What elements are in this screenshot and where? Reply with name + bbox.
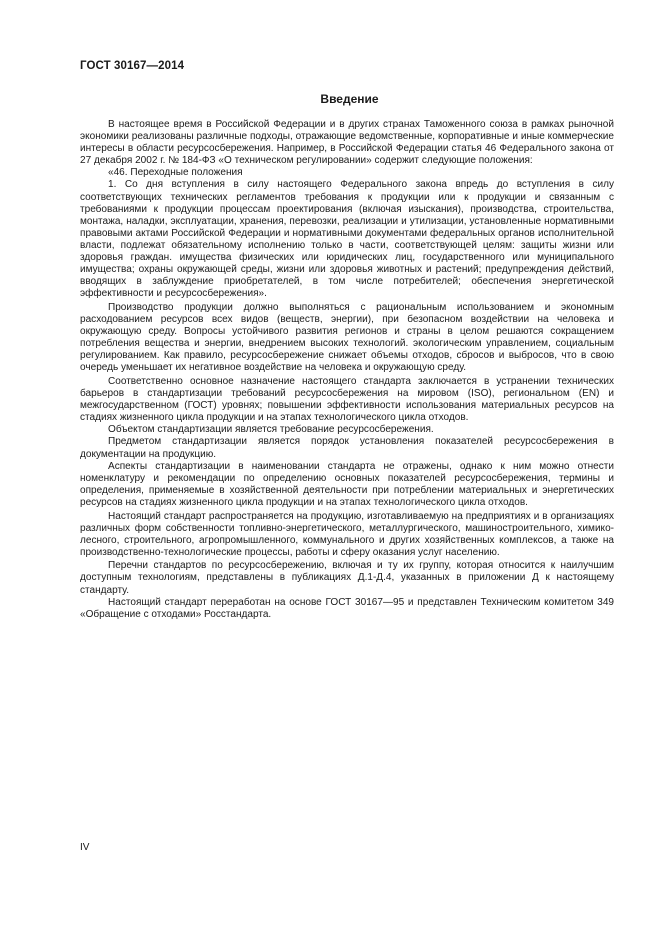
paragraph-purpose: Соответственно основное назначение настоящего стандарта заключается в устранении технических барьеров в стандартизации требований ресурсосбережения на мировом (ISO), региональном (EN) и межгосударственном (ГОСТ) уровнях; повышении эффективности использования материальных ресурсов на стадиях жизненного цикла продукции и на этапах технологического цикла отходов. [80, 375, 614, 424]
paragraph-object: Объектом стандартизации является требование ресурсосбережения. [108, 424, 434, 436]
paragraph-revision: Настоящий стандарт переработан на основе ГОСТ 30167—95 и представлен Техническим комитетом 349 «Обращение с отходами» Росстандарта. [80, 596, 614, 620]
document-body [80, 119, 614, 621]
paragraph-aspects: Аспекты стандартизации в наименовании стандарта не отражены, однако к ним можно отнести номенклатуру и рекомендации по определению основных показателей ресурсосбережения, термины и определения, применяемые в хозяйственной деятельности при потреблении материальных и энергетических ресурсов на стадиях жизненного цикла продукции и на этапах технологического цикла отходов. [80, 460, 614, 508]
paragraph-subject: Предметом стандартизации является порядок установления показателей ресурсосбережения в документации на продукцию. [80, 436, 614, 460]
paragraph-scope: Настоящий стандарт распространяется на продукцию, изготавливаемую на предприятиях и в организациях различных форм собственности топливно-энергетического, металлургического, машиностроительного, химико-лесного, строительного, агропромышленного, коммунального и других хозяйственных комплексов, а также на производственно-технологические процессы, работы и сферу оказания услуг населению. [80, 510, 614, 558]
paragraph-quote-body: 1. Со дня вступления в силу настоящего Федерального закона впредь до вступления в силу соответствующих технических регламентов требования к продукции или к продукции и связанным с требованиями к продукции процессам проектирования (включая изыскания), производства, строительства, монтажа, наладки, эксплуатации, хранения, перевозки, реализации и утилизации, установленные нормативными правовыми актами Российской Федерации и нормативными документами федеральных органов исполнительной власти, подлежат обязательному исполнению только в части, соответствующей целям: защиты жизни или здоровья граждан. имущества физических или юридических лиц, государственного или муниципального имущества; охраны окружающей среды, жизни или здоровья животных и растений; предупреждения действий, вводящих в заблуждение приобретателей, в том числе потребителей; обеспечения энергетической эффективности и ресурсосбережения». [80, 179, 614, 300]
paragraph-lists: Перечни стандартов по ресурсосбережению, включая и ту их группу, которая относится к наилучшим доступным технологиям, представлены в публикациях Д.1-Д.4, указанных в приложении Д к настоящему стандарту. [80, 560, 614, 596]
document-header: ГОСТ 30167—2014 [80, 60, 185, 72]
paragraph-quote-heading: «46. Переходные положения [108, 167, 243, 179]
section-title: Введение [320, 92, 379, 106]
paragraph-production: Производство продукции должно выполняться с рациональным использованием и экономным расходованием ресурсов всех видов (веществ, энергии), при безопасном воздействии на человека и окружающую среду. Вопросы устойчивого развития регионов и страны в целом решаются сокращением потребления вещества и энергии, внедрением высоких технологий. экологическим управлением, социальным регулированием. Как правило, ресурсосбережение снижает объемы отходов, сбросов и выбросов, что в свою очередь уменьшает их негативное воздействие на человека и окружающую среду. [80, 301, 614, 374]
paragraph-intro: В настоящее время в Российской Федерации и в других странах Таможенного союза в рамках рыночной экономики реализованы различные подходы, отражающие ведомственные, корпоративные и иные коммерческие интересы в области ресурсосбережения. Например, в Российской Федерации статья 46 Федерального закона от 27 декабря 2002 г. № 184-ФЗ «О техническом регулировании» содержит следующие положения: [80, 119, 614, 167]
page-number: IV [80, 842, 90, 853]
